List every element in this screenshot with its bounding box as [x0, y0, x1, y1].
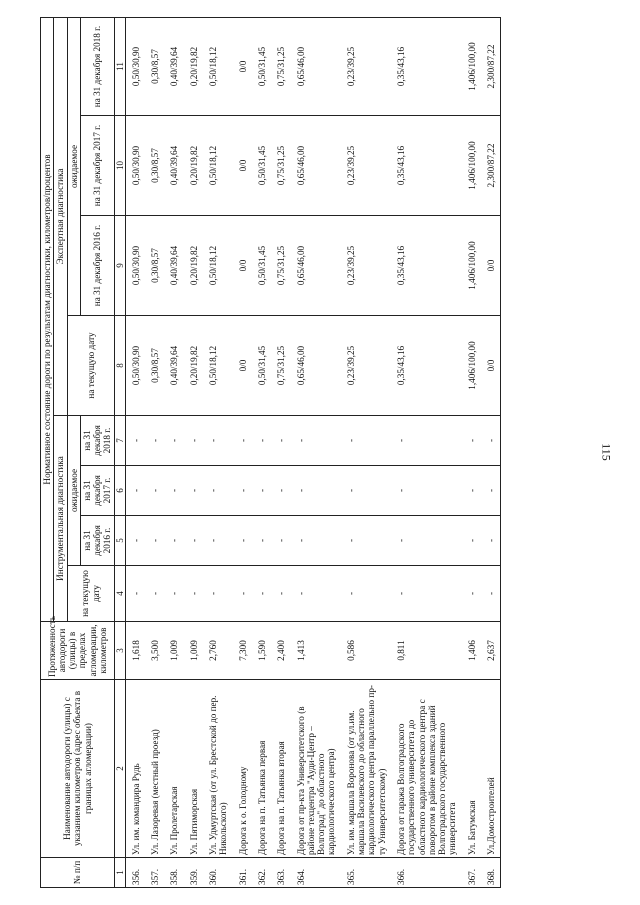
expert-2016: 1,406/100,00: [462, 215, 481, 315]
instr-current: -: [481, 565, 501, 621]
road-length: 7,300: [233, 621, 252, 679]
instr-2017: -: [391, 465, 462, 515]
row-number: 361.: [233, 857, 252, 887]
instr-2016: -: [164, 515, 183, 565]
instr-2018: -: [145, 415, 164, 465]
column-number: 11: [114, 17, 125, 115]
instr-current: -: [233, 565, 252, 621]
instr-2016: -: [462, 515, 481, 565]
column-number: 4: [114, 565, 125, 621]
instr-2018: -: [291, 415, 341, 465]
header-expert-2017: на 31 декабря 2017 г.: [80, 115, 114, 215]
instr-2017: -: [271, 465, 290, 515]
expert-2018: 0/0: [233, 17, 252, 115]
road-name: Ул. Батумская: [462, 679, 481, 857]
instr-current: -: [341, 565, 391, 621]
expert-current: 0,40/39,64: [164, 315, 183, 415]
column-number: 3: [114, 621, 125, 679]
expert-2016: 0,50/31,45: [252, 215, 271, 315]
instr-2016: -: [271, 515, 290, 565]
expert-2017: 0,50/30,90: [125, 115, 145, 215]
expert-2016: 0/0: [481, 215, 501, 315]
rotated-table-frame: [40, 18, 600, 888]
expert-2017: 0,65/46,00: [291, 115, 341, 215]
table-row: [125, 17, 145, 887]
expert-2018: 0,50/18,12: [203, 17, 233, 115]
table-row: [271, 17, 290, 887]
expert-current: 0,50/18,12: [203, 315, 233, 415]
header-expert-2018: на 31 декабря 2018 г.: [80, 17, 114, 115]
expert-2017: 0,40/39,64: [164, 115, 183, 215]
expert-2017: 0,75/31,25: [271, 115, 290, 215]
instr-2016: -: [145, 515, 164, 565]
instr-current: -: [391, 565, 462, 621]
road-length: 1,590: [252, 621, 271, 679]
expert-2018: 0,20/19,82: [184, 17, 203, 115]
column-number: 5: [114, 515, 125, 565]
expert-2016: 0,75/31,25: [271, 215, 290, 315]
column-number: 1: [114, 857, 125, 887]
header-expert-expected: ожидаемое: [67, 17, 80, 315]
instr-2018: -: [164, 415, 183, 465]
instr-2017: -: [203, 465, 233, 515]
instr-2018: -: [462, 415, 481, 465]
row-number: 357.: [145, 857, 164, 887]
expert-2017: 0,30/8,57: [145, 115, 164, 215]
expert-2017: 0,35/43,16: [391, 115, 462, 215]
table-row: [291, 17, 341, 887]
road-name: Ул. Пролетарская: [164, 679, 183, 857]
expert-current: 0,35/43,16: [391, 315, 462, 415]
row-number: 362.: [252, 857, 271, 887]
header-instrumental: Инструментальная диагностика: [54, 415, 67, 621]
column-number: 10: [114, 115, 125, 215]
expert-2017: 0,23/39,25: [341, 115, 391, 215]
road-length: 1,413: [291, 621, 341, 679]
expert-2016: 0,30/8,57: [145, 215, 164, 315]
table-row: [233, 17, 252, 887]
instr-2017: -: [252, 465, 271, 515]
instr-2018: -: [341, 415, 391, 465]
instr-current: -: [203, 565, 233, 621]
road-length: 1,009: [164, 621, 183, 679]
road-name: Дорога на п. Татьянка вторая: [271, 679, 290, 857]
expert-2017: 0,50/31,45: [252, 115, 271, 215]
instr-2017: -: [481, 465, 501, 515]
road-length: 2,760: [203, 621, 233, 679]
expert-current: 0,30/8,57: [145, 315, 164, 415]
expert-2018: 0,35/43,16: [391, 17, 462, 115]
instr-current: -: [164, 565, 183, 621]
header-instr-expected: ожидаемое: [67, 415, 80, 565]
row-number: 359.: [184, 857, 203, 887]
instr-2018: -: [125, 415, 145, 465]
road-name: Ул. им. маршала Воронова (от ул.им. маршала Василевского до областного кардиологического центра параллельно пр-ту Университетскому): [341, 679, 391, 857]
instr-2018: -: [233, 415, 252, 465]
expert-current: 0/0: [233, 315, 252, 415]
row-number: 360.: [203, 857, 233, 887]
road-length: 1,009: [184, 621, 203, 679]
road-length: 2,400: [271, 621, 290, 679]
column-number: 8: [114, 315, 125, 415]
expert-2018: 1,406/100,00: [462, 17, 481, 115]
instr-current: -: [271, 565, 290, 621]
expert-2018: 2,300/87,22: [481, 17, 501, 115]
expert-2016: 0,35/43,16: [391, 215, 462, 315]
expert-2016: 0,40/39,64: [164, 215, 183, 315]
expert-2018: 0,23/39,25: [341, 17, 391, 115]
expert-current: 0,20/19,82: [184, 315, 203, 415]
instr-2016: -: [125, 515, 145, 565]
expert-2018: 0,30/8,57: [145, 17, 164, 115]
instr-current: -: [291, 565, 341, 621]
expert-current: 0/0: [481, 315, 501, 415]
road-name: Ул. Пятиморская: [184, 679, 203, 857]
road-length: 0,811: [391, 621, 462, 679]
expert-2018: 0,75/31,25: [271, 17, 290, 115]
row-number: 365.: [341, 857, 391, 887]
expert-2016: 0,65/46,00: [291, 215, 341, 315]
instr-2018: -: [271, 415, 290, 465]
expert-current: 1,406/100,00: [462, 315, 481, 415]
expert-2018: 0,50/30,90: [125, 17, 145, 115]
road-length: 1,406: [462, 621, 481, 679]
instr-2017: -: [184, 465, 203, 515]
road-name: Дорога на п. Татьянка первая: [252, 679, 271, 857]
expert-2017: 2,300/87,22: [481, 115, 501, 215]
instr-2016: -: [203, 515, 233, 565]
instr-current: -: [184, 565, 203, 621]
instr-2018: -: [481, 415, 501, 465]
expert-2016: 0,20/19,82: [184, 215, 203, 315]
instr-2016: -: [481, 515, 501, 565]
instr-2017: -: [164, 465, 183, 515]
instr-2016: -: [184, 515, 203, 565]
page-number: 115: [599, 443, 614, 461]
instr-2017: -: [462, 465, 481, 515]
instr-2016: -: [233, 515, 252, 565]
instr-current: -: [462, 565, 481, 621]
expert-current: 0,50/30,90: [125, 315, 145, 415]
column-number: 9: [114, 215, 125, 315]
instr-2017: -: [125, 465, 145, 515]
expert-2017: 0/0: [233, 115, 252, 215]
instr-2018: -: [391, 415, 462, 465]
road-length: 2,637: [481, 621, 501, 679]
table-row: [203, 17, 233, 887]
instr-2017: -: [145, 465, 164, 515]
road-length: 3,500: [145, 621, 164, 679]
header-expert: Экспертная диагностика: [54, 17, 67, 415]
instr-2016: -: [291, 515, 341, 565]
instr-2016: -: [252, 515, 271, 565]
table-row: [391, 17, 462, 887]
row-number: 356.: [125, 857, 145, 887]
road-name: Дорога от пр-кта Университетского (в районе техцентра "Ауди-Центр – Волгоград" до областного кардиологического центра): [291, 679, 341, 857]
road-length: 0,586: [341, 621, 391, 679]
instr-2018: -: [184, 415, 203, 465]
instr-2017: -: [291, 465, 341, 515]
expert-2016: 0,50/30,90: [125, 215, 145, 315]
expert-current: 0,50/31,45: [252, 315, 271, 415]
instr-2017: -: [341, 465, 391, 515]
road-name: Дорога к о. Голодному: [233, 679, 252, 857]
row-number: 363.: [271, 857, 290, 887]
column-number-row: [114, 17, 125, 887]
instr-current: -: [145, 565, 164, 621]
expert-current: 0,75/31,25: [271, 315, 290, 415]
expert-2017: 0,50/18,12: [203, 115, 233, 215]
instr-2017: -: [233, 465, 252, 515]
row-number: 368.: [481, 857, 501, 887]
road-name: Ул. Лазоревая (местный проезд): [145, 679, 164, 857]
road-name: Дорога от гаража Волгоградского государственного университета до областного кардиологического центра с поворотом в районе комплекса зданий Волгоградского государственного университета: [391, 679, 462, 857]
expert-2016: 0,50/18,12: [203, 215, 233, 315]
expert-2017: 0,20/19,82: [184, 115, 203, 215]
header-expert-2016: на 31 декабря 2016 г.: [80, 215, 114, 315]
table-row: [462, 17, 481, 887]
road-name: Ул. им. командира Рудь: [125, 679, 145, 857]
expert-2017: 1,406/100,00: [462, 115, 481, 215]
header-instr-2017: на 31 декабря 2017 г.: [80, 465, 114, 515]
header-instr-2016: на 31 декабря 2016 г.: [80, 515, 114, 565]
expert-2016: 0,23/39,25: [341, 215, 391, 315]
table-row: [481, 17, 501, 887]
expert-2018: 0,50/31,45: [252, 17, 271, 115]
header-instr-2018: на 31 декабря 2018 г.: [80, 415, 114, 465]
road-name: Ул. Удмуртская (от ул. Брестской до пер. Никольского): [203, 679, 233, 857]
row-number: 358.: [164, 857, 183, 887]
expert-2016: 0/0: [233, 215, 252, 315]
road-diagnostics-table: [40, 17, 501, 888]
instr-2018: -: [203, 415, 233, 465]
table-row: [184, 17, 203, 887]
header-expert-current: на текущую дату: [67, 315, 114, 415]
instr-current: -: [252, 565, 271, 621]
road-name: Ул.Домостроителей: [481, 679, 501, 857]
row-number: 364.: [291, 857, 341, 887]
instr-2016: -: [341, 515, 391, 565]
header-state: Нормативное состояние дороги по результатам диагностики, километров/процентов: [41, 17, 54, 621]
table-row: [341, 17, 391, 887]
expert-2018: 0,40/39,64: [164, 17, 183, 115]
instr-2016: -: [391, 515, 462, 565]
row-number: 366.: [391, 857, 462, 887]
road-length: 1,618: [125, 621, 145, 679]
expert-current: 0,65/46,00: [291, 315, 341, 415]
table-row: [252, 17, 271, 887]
instr-2018: -: [252, 415, 271, 465]
column-number: 2: [114, 679, 125, 857]
column-number: 7: [114, 415, 125, 465]
expert-2018: 0,65/46,00: [291, 17, 341, 115]
header-length: Протяженность автодороги (улицы) в пределах агломерации, километров: [41, 621, 115, 679]
header-name: Наименование автодороги (улицы) с указанием километров (адрес объекта в границах агломерации): [41, 679, 115, 857]
instr-current: -: [125, 565, 145, 621]
row-number: 367.: [462, 857, 481, 887]
header-no: № п/п: [41, 857, 115, 887]
expert-current: 0,23/39,25: [341, 315, 391, 415]
table-row: [145, 17, 164, 887]
table-row: [164, 17, 183, 887]
header-instr-current: на текущую дату: [67, 565, 114, 621]
column-number: 6: [114, 465, 125, 515]
